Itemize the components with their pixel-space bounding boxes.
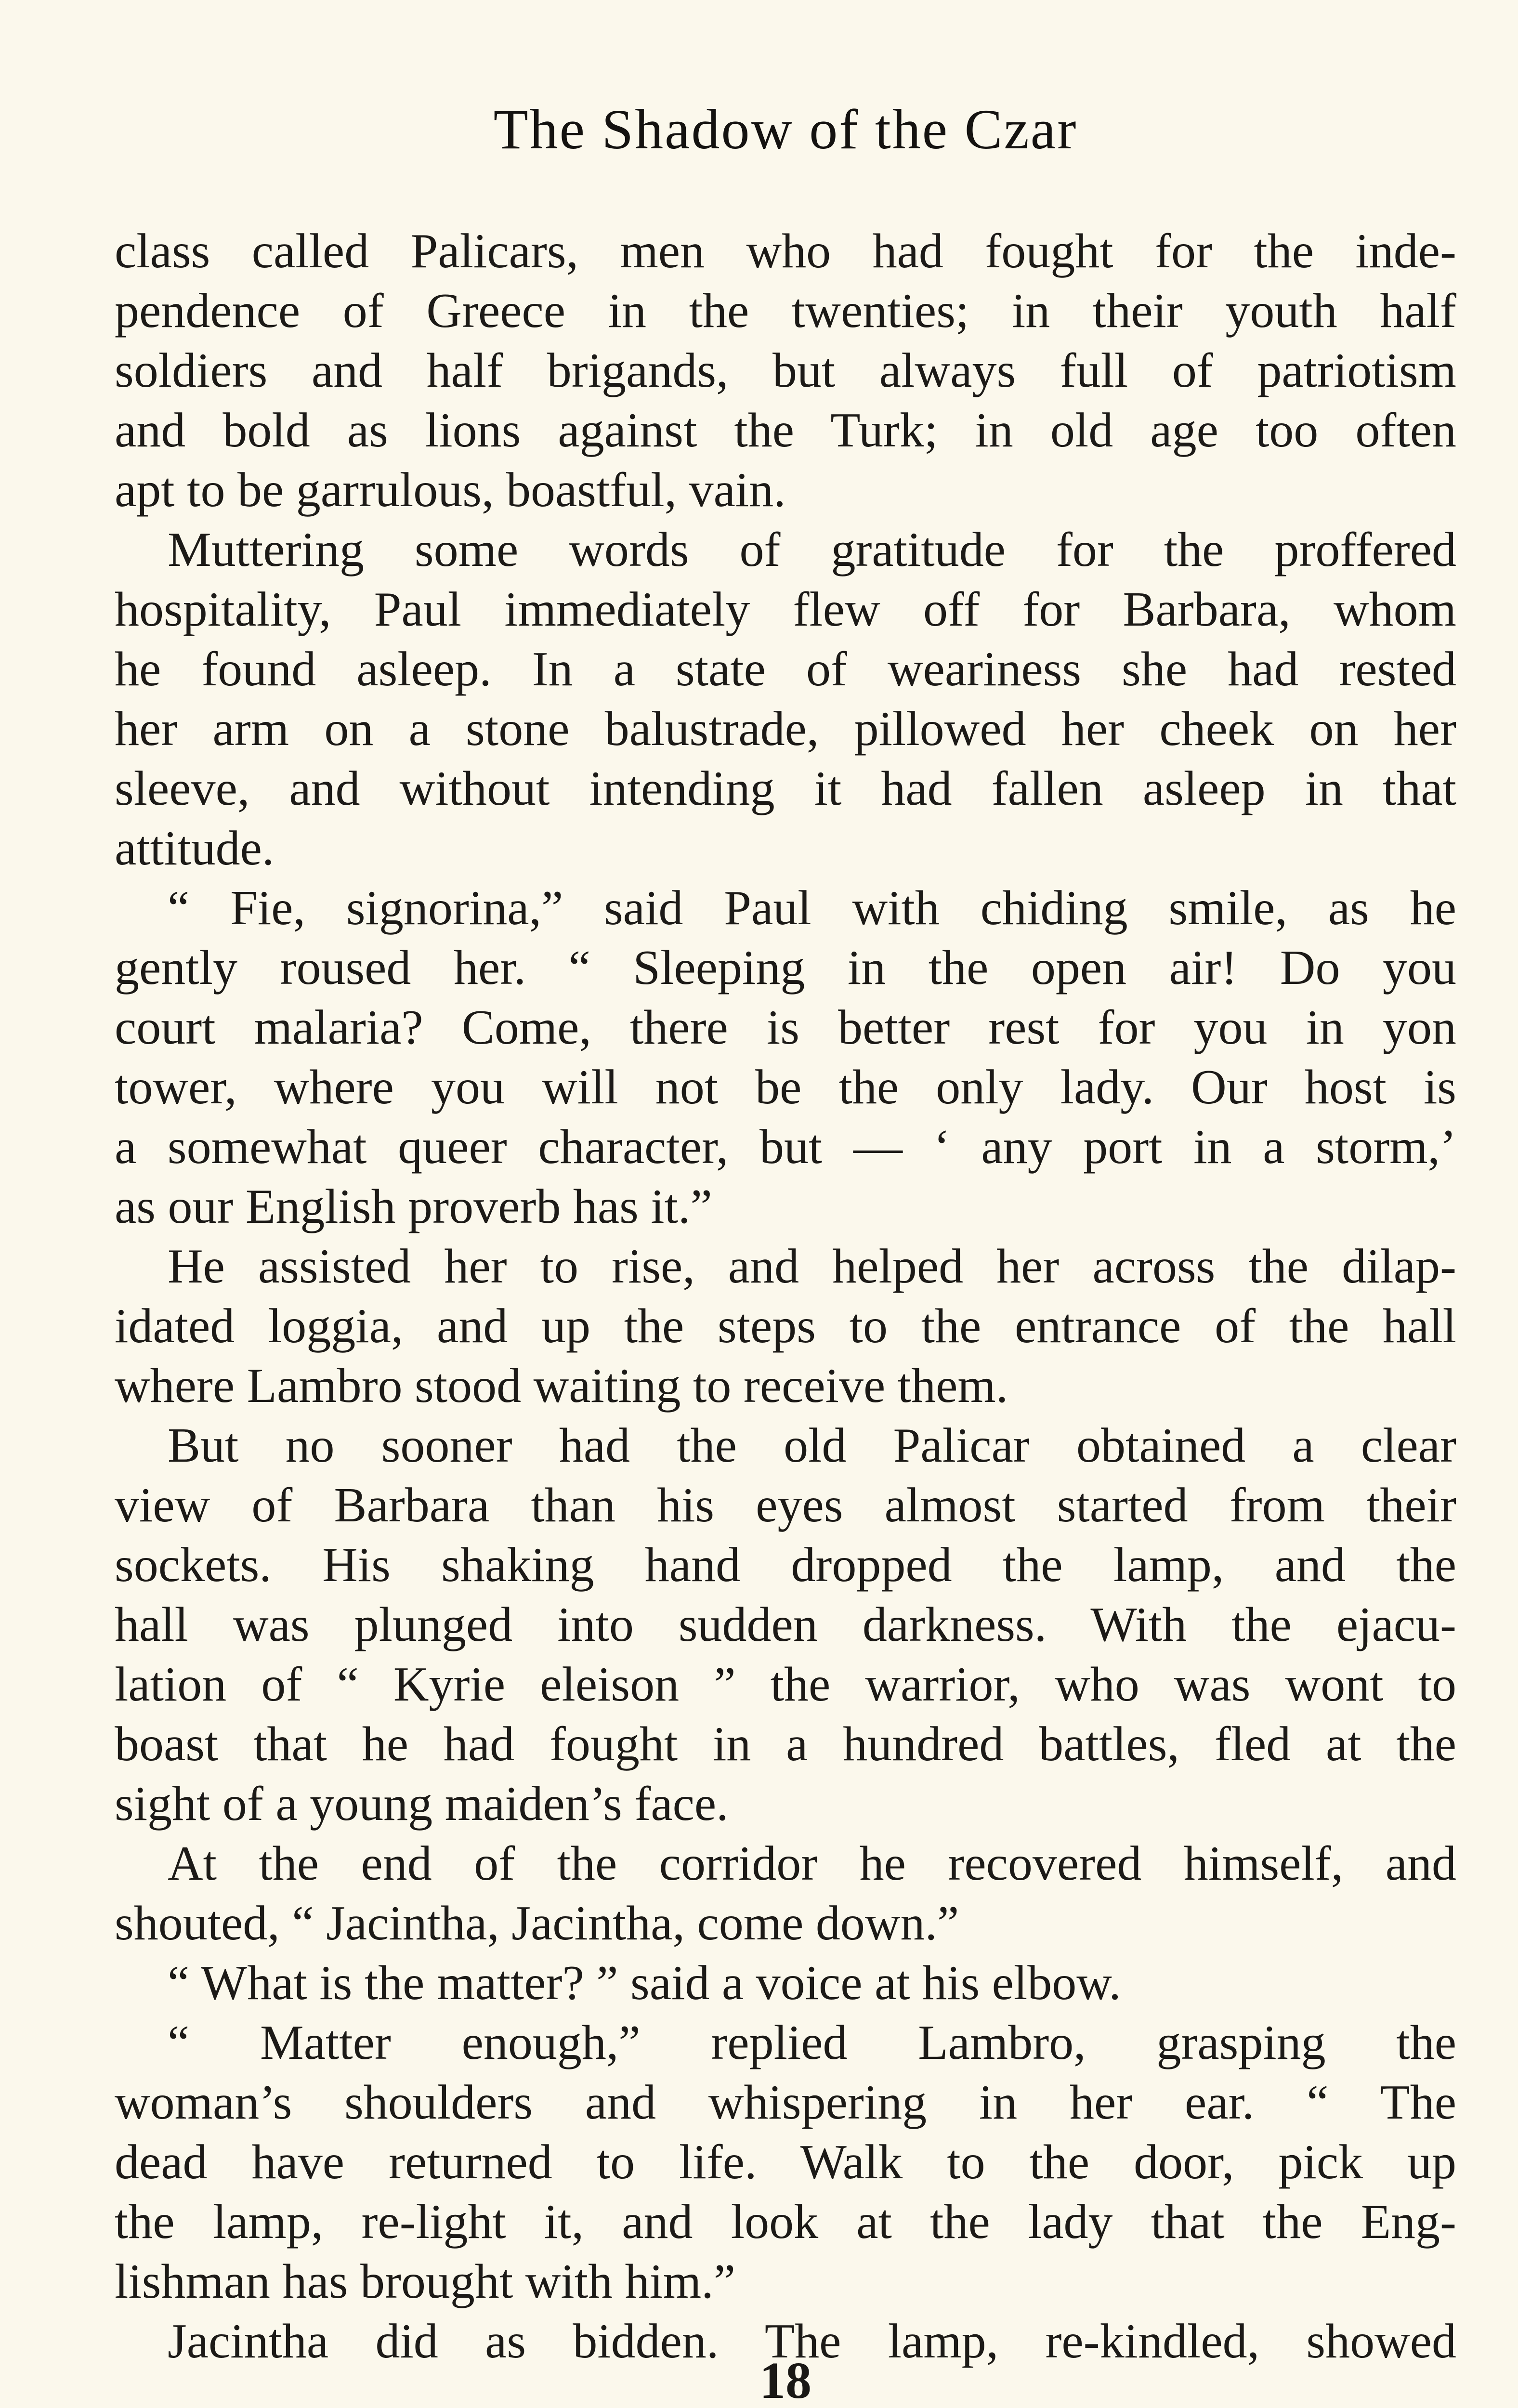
text-line: hospitality, Paul immediately flew off for Barbara, whom: [115, 582, 1456, 637]
text-line: boast that he had fought in a hundred battles, fled at the: [115, 1717, 1456, 1771]
text-line: sight of a young maiden’s face.: [115, 1777, 729, 1831]
text-line: her arm on a stone balustrade, pillowed her cheek on her: [115, 702, 1456, 756]
text-line: gently roused her. “ Sleeping in the open air! Do you: [115, 941, 1456, 995]
body-text: [115, 222, 1456, 2371]
text-line: dead have returned to life. Walk to the door, pick up: [115, 2135, 1456, 2189]
running-head-title: The Shadow of the Czar: [493, 98, 1078, 161]
text-line: sleeve, and without intending it had fallen asleep in that: [115, 761, 1456, 816]
text-line: a somewhat queer character, but — ‘ any port in a storm,’: [115, 1120, 1456, 1174]
text-line: court malaria? Come, there is better rest for you in yon: [115, 1000, 1456, 1055]
book-page: [115, 92, 1456, 2408]
text-line: and bold as lions against the Turk; in old age too often: [115, 403, 1456, 458]
paragraph-start-line: Jacintha did as bidden. The lamp, re-kindled, showed: [168, 2314, 1456, 2369]
text-line: class called Palicars, men who had fought for the inde-: [115, 224, 1456, 278]
text-line: shouted, “ Jacintha, Jacintha, come down.”: [115, 1896, 959, 1950]
text-line: tower, where you will not be the only lady. Our host is: [115, 1060, 1456, 1114]
text-line: the lamp, re-light it, and look at the lady that the Eng-: [115, 2195, 1456, 2249]
page-number: 18: [759, 2352, 811, 2408]
text-line: apt to be garrulous, boastful, vain.: [115, 463, 786, 517]
paragraph-start-line: “ Matter enough,” replied Lambro, grasping the: [168, 2015, 1456, 2070]
paragraph-start-line: He assisted her to rise, and helped her across the dilap-: [168, 1239, 1456, 1294]
text-line: sockets. His shaking hand dropped the lamp, and the: [115, 1538, 1456, 1592]
text-line: soldiers and half brigands, but always full of patriotism: [115, 343, 1456, 398]
text-line: lishman has brought with him.”: [115, 2254, 736, 2309]
text-line: woman’s shoulders and whispering in her ear. “ The: [115, 2075, 1456, 2130]
text-line: attitude.: [115, 821, 275, 876]
text-line: he found asleep. In a state of weariness she had rested: [115, 642, 1456, 696]
paragraph-start-line: Muttering some words of gratitude for the proffered: [168, 523, 1456, 577]
text-line: where Lambro stood waiting to receive them.: [115, 1359, 1008, 1413]
paragraph-start-line: At the end of the corridor he recovered himself, and: [168, 1836, 1456, 1891]
text-line: lation of “ Kyrie eleison ” the warrior, who was wont to: [115, 1657, 1456, 1712]
text-line: pendence of Greece in the twenties; in their youth half: [115, 284, 1456, 338]
text-line: idated loggia, and up the steps to the entrance of the hall: [115, 1299, 1456, 1353]
paragraph-start-line: “ What is the matter? ” said a voice at his elbow.: [168, 1956, 1121, 2010]
text-line: view of Barbara than his eyes almost started from their: [115, 1478, 1456, 1532]
text-line: hall was plunged into sudden darkness. With the ejacu-: [115, 1597, 1456, 1652]
text-line: as our English proverb has it.”: [115, 1179, 712, 1234]
paragraph-start-line: “ Fie, signorina,” said Paul with chiding smile, as he: [168, 881, 1456, 935]
paragraph-start-line: But no sooner had the old Palicar obtained a clear: [168, 1418, 1456, 1473]
